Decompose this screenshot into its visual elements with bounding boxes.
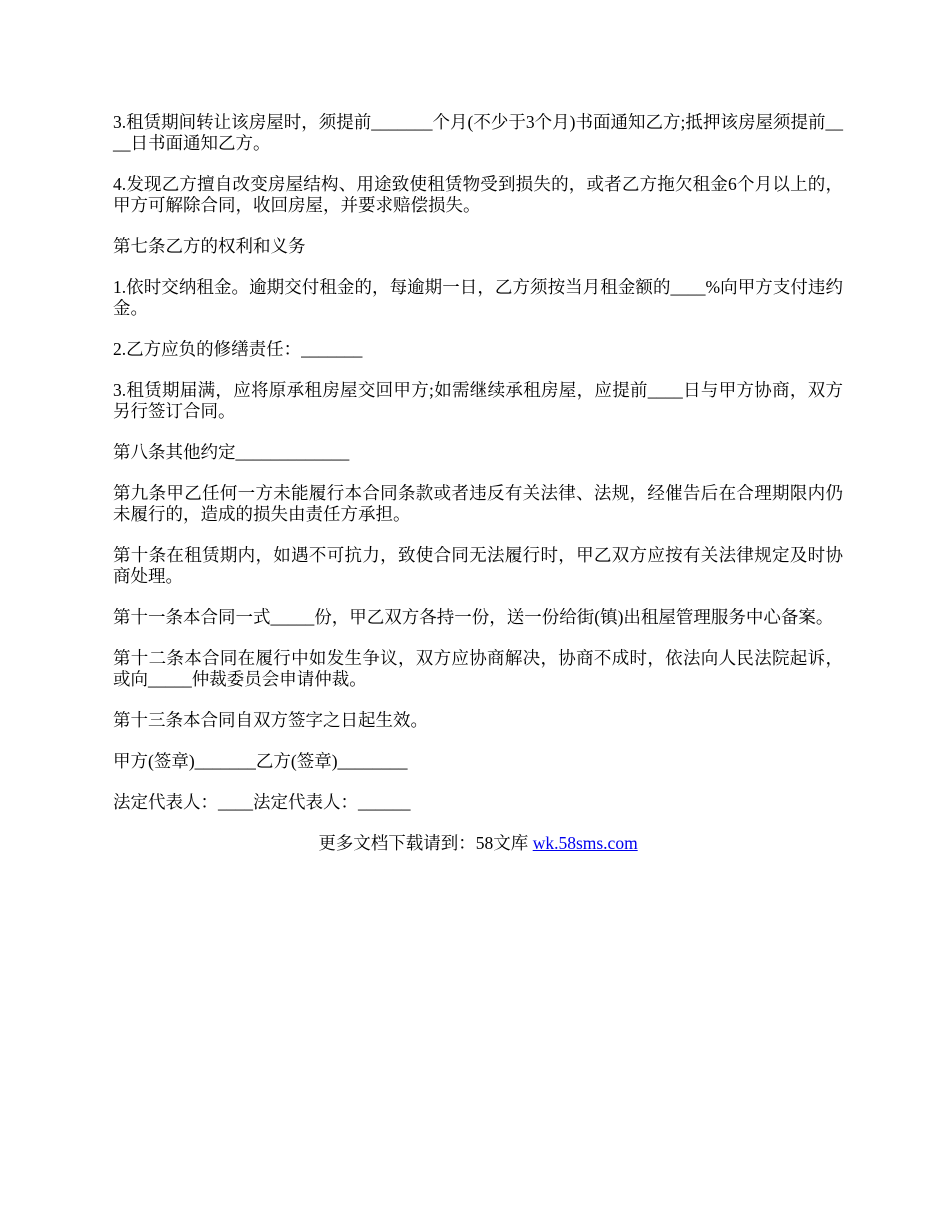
article-12: 第十二条本合同在履行中如发生争议，双方应协商解决，协商不成时，依法向人民法院起诉，或向_____仲裁委员会申请仲裁。 <box>113 648 843 689</box>
clause-rent-payment: 1.依时交纳租金。逾期交付租金的，每逾期一日，乙方须按当月租金额的____%向甲方支付违约金。 <box>113 277 843 318</box>
footer-link[interactable]: wk.58sms.com <box>532 833 638 853</box>
clause-termination: 4.发现乙方擅自改变房屋结构、用途致使租赁物受到损失的，或者乙方拖欠租金6个月以上的，甲方可解除合同，收回房屋，并要求赔偿损失。 <box>113 174 843 215</box>
article-8: 第八条其他约定_____________ <box>113 442 350 462</box>
legal-representative-line: 法定代表人：____法定代表人：______ <box>113 792 411 812</box>
footer-text: 更多文档下载请到：58文库 <box>318 833 533 853</box>
document-page <box>113 112 843 854</box>
article-11: 第十一条本合同一式_____份，甲乙双方各持一份，送一份给街(镇)出租屋管理服务中心备案。 <box>113 607 834 627</box>
clause-transfer-notice: 3.租赁期间转让该房屋时，须提前_______个月(不少于3个月)书面通知乙方;抵押该房屋须提前____日书面通知乙方。 <box>113 112 843 153</box>
article-7-heading: 第七条乙方的权利和义务 <box>113 236 306 256</box>
signature-line: 甲方(签章)_______乙方(签章)________ <box>113 751 408 771</box>
article-9: 第九条甲乙任何一方未能履行本合同条款或者违反有关法律、法规，经催告后在合理期限内仍未履行的，造成的损失由责任方承担。 <box>113 483 843 524</box>
article-13: 第十三条本合同自双方签字之日起生效。 <box>113 710 428 730</box>
download-footer <box>113 833 843 854</box>
article-10: 第十条在租赁期内，如遇不可抗力，致使合同无法履行时，甲乙双方应按有关法律规定及时协商处理。 <box>113 545 843 586</box>
clause-repair-duty: 2.乙方应负的修缮责任：_______ <box>113 339 363 359</box>
clause-lease-expiry: 3.租赁期届满，应将原承租房屋交回甲方;如需继续承租房屋，应提前____日与甲方协商，双方另行签订合同。 <box>113 380 843 421</box>
